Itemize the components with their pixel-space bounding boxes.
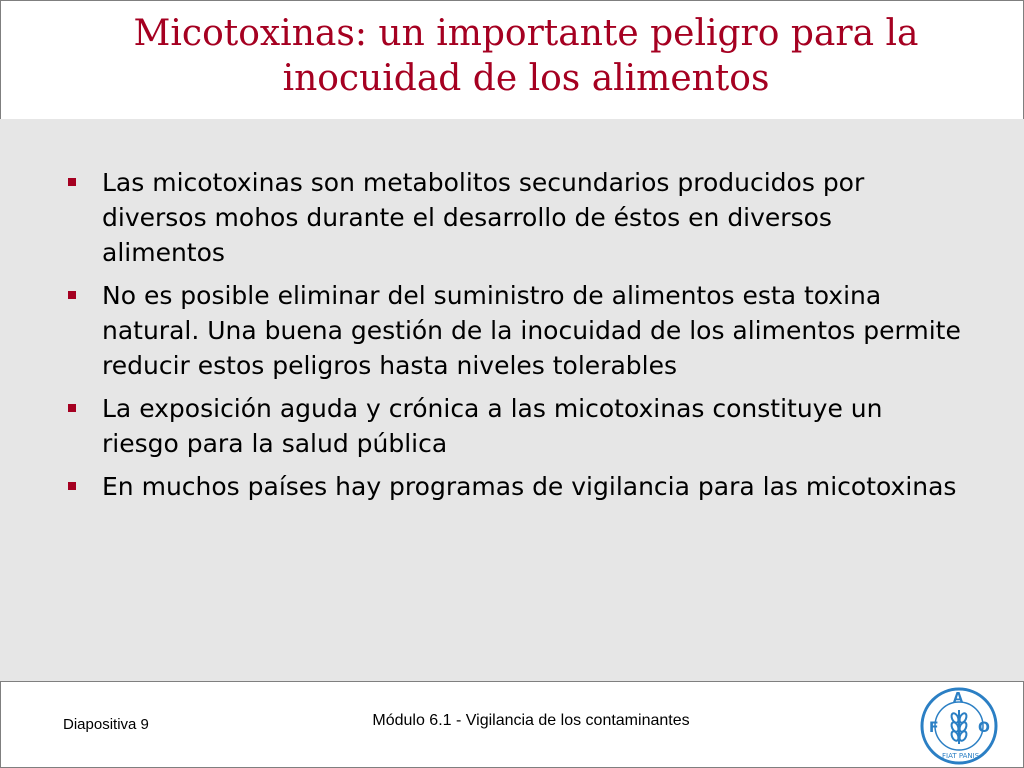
bullet-text: Las micotoxinas son metabolitos secundarios producidos por diversos mohos durante el desarrollo de éstos en diversos alimentos bbox=[102, 168, 865, 267]
logo-letter-a: A bbox=[953, 691, 964, 706]
module-label: Módulo 6.1 - Vigilancia de los contaminantes bbox=[372, 712, 690, 729]
bullet-list bbox=[62, 165, 962, 512]
bullet-text: No es posible eliminar del suministro de alimentos esta toxina natural. Una buena gestión de la inocuidad de los alimentos permite reducir estos peligros hasta niveles tolerables bbox=[102, 281, 961, 380]
bullet-item bbox=[62, 278, 962, 383]
bullet-item bbox=[62, 391, 962, 461]
logo-motto: FIAT PANIS bbox=[942, 752, 980, 760]
bullet-text: En muchos países hay programas de vigilancia para las micotoxinas bbox=[102, 472, 957, 501]
fao-logo-icon bbox=[919, 686, 999, 766]
logo-letter-o: O bbox=[978, 720, 990, 736]
content-area bbox=[0, 119, 1024, 681]
square-bullet-icon bbox=[68, 482, 76, 490]
slide-title-line-1: Micotoxinas: un importante peligro para la bbox=[133, 13, 919, 54]
bullet-item bbox=[62, 165, 962, 270]
slide-title bbox=[41, 11, 1011, 101]
bullet-text: La exposición aguda y crónica a las micotoxinas constituye un riesgo para la salud pública bbox=[102, 394, 883, 458]
footer bbox=[0, 681, 1024, 768]
square-bullet-icon bbox=[68, 178, 76, 186]
logo-letter-f: F bbox=[929, 720, 939, 736]
slide-title-line-2: inocuidad de los alimentos bbox=[282, 58, 770, 99]
square-bullet-icon bbox=[68, 291, 76, 299]
square-bullet-icon bbox=[68, 404, 76, 412]
bullet-item bbox=[62, 469, 962, 504]
title-box bbox=[0, 0, 1024, 120]
slide-number: Diapositiva 9 bbox=[63, 716, 149, 733]
